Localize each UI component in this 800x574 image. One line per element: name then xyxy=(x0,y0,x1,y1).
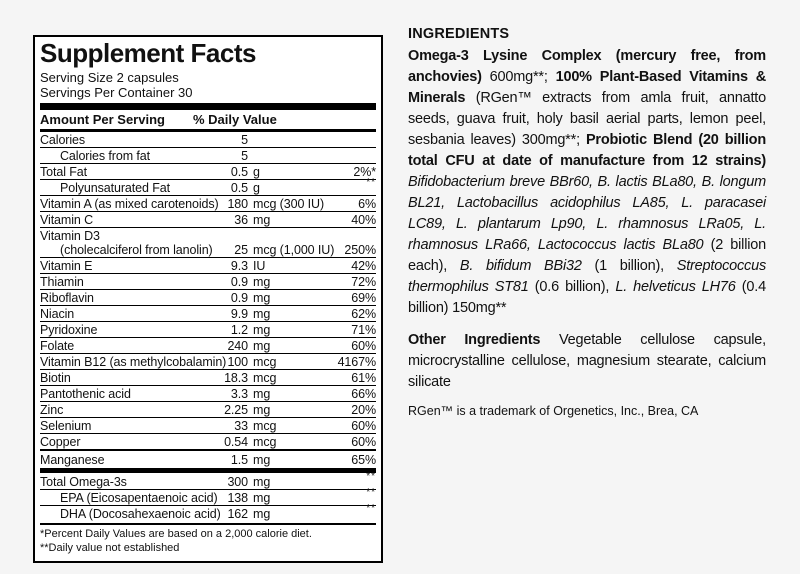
nutrient-daily-value: 60% xyxy=(351,434,376,449)
nutrient-name: Copper xyxy=(40,434,81,449)
nutrient-amount: 300 xyxy=(227,474,248,489)
nutrient-daily-value: ** xyxy=(366,471,376,482)
text-segment: (2 billion each), xyxy=(408,237,766,274)
ingredients-section xyxy=(408,26,766,419)
nutrient-amount: 36 xyxy=(234,212,248,227)
text-segment: Streptococcus thermophilus ST81 xyxy=(408,258,766,295)
nutrient-rows xyxy=(40,132,376,521)
nutrient-name: EPA (Eicosapentaenoic acid) xyxy=(60,490,218,505)
nutrient-unit: IU xyxy=(253,258,266,273)
other-ingredients-paragraph xyxy=(408,330,766,393)
nutrient-unit: g xyxy=(253,180,260,195)
text-segment: Vegetable cellulose capsule, microcrystalline cellulose, magnesium stearate, calcium silicate xyxy=(408,332,766,390)
nutrient-name: Zinc xyxy=(40,402,64,417)
nutrient-name-line2: (cholecalciferol from lanolin) xyxy=(60,242,213,257)
text-segment: (RGen™ extracts from amla fruit, annatto seeds, guava fruit, holy basil aerial parts, lemon peel, sesbania leaves) 300mg**; xyxy=(408,90,766,148)
text-segment: Probiotic Blend (20 billion total CFU at date of manufacture from 12 strains) xyxy=(408,132,766,169)
nutrient-row xyxy=(40,132,376,147)
panel-title: Supplement Facts xyxy=(40,38,256,68)
nutrient-unit: mg xyxy=(253,386,271,401)
nutrient-amount: 138 xyxy=(227,490,248,505)
nutrient-name: Thiamin xyxy=(40,274,84,289)
nutrient-row xyxy=(40,227,376,257)
nutrient-amount: 25 xyxy=(234,242,248,257)
nutrient-unit: mcg (1,000 IU) xyxy=(253,242,335,257)
supplement-facts-panel xyxy=(33,35,383,563)
nutrient-name: Polyunsaturated Fat xyxy=(60,180,170,195)
text-segment: Other Ingredients xyxy=(408,332,541,348)
nutrient-daily-value: 60% xyxy=(351,418,376,433)
nutrient-unit: mg xyxy=(253,274,271,289)
nutrient-daily-value: ** xyxy=(366,177,376,188)
nutrient-unit: mcg xyxy=(253,418,277,433)
nutrient-unit: mg xyxy=(253,453,271,467)
nutrient-daily-value: 65% xyxy=(351,453,376,467)
nutrient-row xyxy=(40,433,376,449)
nutrient-name: DHA (Docosahexaenoic acid) xyxy=(60,506,221,521)
nutrient-row xyxy=(40,353,376,369)
text-segment: L. helveticus LH76 xyxy=(615,279,736,295)
nutrient-row xyxy=(40,195,376,211)
nutrient-row xyxy=(40,337,376,353)
nutrient-name: Vitamin C xyxy=(40,212,94,227)
nutrient-unit: mg xyxy=(253,506,271,521)
text-segment: (1 billion), xyxy=(581,258,677,274)
nutrient-row xyxy=(40,369,376,385)
nutrient-amount: 0.5 xyxy=(230,164,248,179)
nutrient-amount: 180 xyxy=(227,196,248,211)
servings-per-container: Servings Per Container 30 xyxy=(40,85,193,100)
nutrient-row xyxy=(40,468,376,490)
nutrient-row xyxy=(40,417,376,433)
nutrient-name: Riboflavin xyxy=(40,290,94,305)
nutrient-name: Vitamin E xyxy=(40,258,93,273)
nutrient-unit: mg xyxy=(253,306,271,321)
text-segment: (0.4 billion) 150mg** xyxy=(408,279,766,316)
nutrient-daily-value: 250% xyxy=(344,242,376,257)
nutrient-amount: 9.3 xyxy=(230,258,248,273)
nutrient-amount: 2.25 xyxy=(224,402,248,417)
nutrient-daily-value: 72% xyxy=(351,274,376,289)
nutrient-row xyxy=(40,147,376,163)
nutrient-amount: 240 xyxy=(227,338,248,353)
nutrient-row xyxy=(40,401,376,417)
text-segment: 100% Plant-Based Vitamins & Minerals xyxy=(408,69,766,106)
nutrient-name: Vitamin D3 xyxy=(40,228,100,243)
nutrient-unit: mg xyxy=(253,402,271,417)
serving-size: Serving Size 2 capsules xyxy=(40,70,179,85)
nutrient-daily-value: ** xyxy=(366,487,376,498)
footnotes xyxy=(40,523,376,556)
nutrient-daily-value: 61% xyxy=(351,370,376,385)
nutrient-daily-value: 4167% xyxy=(337,354,376,369)
ingredients-heading: INGREDIENTS xyxy=(408,26,510,42)
nutrient-name: Niacin xyxy=(40,306,75,321)
nutrient-row xyxy=(40,257,376,273)
text-segment: (0.6 billion), xyxy=(528,279,616,295)
nutrient-unit: mcg xyxy=(253,370,277,385)
nutrient-name: Calories from fat xyxy=(60,148,150,163)
nutrient-name: Calories xyxy=(40,132,86,147)
nutrient-daily-value: 66% xyxy=(351,386,376,401)
text-segment: Bifidobacterium breve BBr60, B. lactis BLa80, B. longum BL21, Lactobacillus acidophilus LA85, L. paracasei LC89, L. plantarum Lp90, L. rhamnosus LRa05, L. rhamnosus LRa66, Lactococcus lactis BLa80 xyxy=(408,174,766,253)
nutrient-row xyxy=(40,385,376,401)
nutrient-daily-value: 62% xyxy=(351,306,376,321)
nutrient-daily-value: 69% xyxy=(351,290,376,305)
nutrient-daily-value: 71% xyxy=(351,322,376,337)
nutrient-name: Biotin xyxy=(40,370,71,385)
nutrient-amount: 3.3 xyxy=(230,386,248,401)
nutrient-row xyxy=(40,179,376,195)
nutrient-row xyxy=(40,321,376,337)
footnote-daily-values: *Percent Daily Values are based on a 2,000 calorie diet. xyxy=(40,528,312,540)
nutrient-name: Vitamin B12 (as methylcobalamin) xyxy=(40,354,227,369)
nutrient-row xyxy=(40,163,376,179)
nutrient-daily-value: 42% xyxy=(351,258,376,273)
nutrient-name: Selenium xyxy=(40,418,92,433)
nutrient-amount: 162 xyxy=(227,506,248,521)
nutrient-name: Vitamin A (as mixed carotenoids) xyxy=(40,196,219,211)
nutrient-name: Pantothenic acid xyxy=(40,386,131,401)
nutrient-unit: mg xyxy=(253,290,271,305)
nutrient-name: Total Fat xyxy=(40,164,88,179)
nutrient-daily-value: 60% xyxy=(351,338,376,353)
nutrient-daily-value: 6% xyxy=(358,196,376,211)
nutrient-unit: mcg (300 IU) xyxy=(253,196,325,211)
trademark-note: RGen™ is a trademark of Orgenetics, Inc., Brea, CA xyxy=(408,404,699,418)
nutrient-amount: 0.9 xyxy=(230,290,248,305)
nutrient-row xyxy=(40,211,376,227)
nutrient-amount: 5 xyxy=(241,132,248,147)
nutrient-name: Manganese xyxy=(40,453,105,467)
text-segment: B. bifidum BBi32 xyxy=(459,258,582,274)
nutrient-amount: 0.5 xyxy=(230,180,248,195)
nutrient-unit: mg xyxy=(253,212,271,227)
nutrient-unit: mg xyxy=(253,338,271,353)
nutrient-amount: 18.3 xyxy=(224,370,248,385)
nutrient-unit: g xyxy=(253,164,260,179)
column-header-daily-value: % Daily Value xyxy=(193,112,277,127)
nutrient-daily-value: 40% xyxy=(351,212,376,227)
text-segment: 600mg**; xyxy=(481,69,556,85)
nutrient-amount: 33 xyxy=(234,418,248,433)
nutrient-amount: 5 xyxy=(241,148,248,163)
column-header-amount: Amount Per Serving xyxy=(40,112,165,127)
nutrient-row xyxy=(40,449,376,468)
nutrient-amount: 100 xyxy=(227,354,248,369)
nutrient-unit: mg xyxy=(253,474,271,489)
nutrient-unit: mg xyxy=(253,322,271,337)
nutrient-name: Total Omega-3s xyxy=(40,474,127,489)
divider-thick xyxy=(40,103,376,110)
column-headers xyxy=(40,112,376,132)
nutrient-amount: 9.9 xyxy=(230,306,248,321)
nutrient-amount: 0.54 xyxy=(224,434,248,449)
footnote-not-established: **Daily value not established xyxy=(40,541,180,554)
nutrient-name: Folate xyxy=(40,338,75,353)
nutrient-unit: mcg xyxy=(253,354,277,369)
nutrient-amount: 0.9 xyxy=(230,274,248,289)
nutrient-amount: 1.2 xyxy=(230,322,248,337)
nutrient-daily-value: 2%* xyxy=(353,164,376,179)
nutrient-daily-value: 20% xyxy=(351,402,376,417)
nutrient-unit: mcg xyxy=(253,434,277,449)
nutrient-row xyxy=(40,489,376,505)
text-segment: Omega-3 Lysine Complex (mercury free, from anchovies) xyxy=(408,48,766,85)
nutrient-row xyxy=(40,505,376,521)
nutrient-amount: 1.5 xyxy=(230,453,248,467)
nutrient-unit: mg xyxy=(253,490,271,505)
nutrient-name: Pyridoxine xyxy=(40,322,98,337)
nutrient-daily-value: ** xyxy=(366,503,376,514)
nutrient-row xyxy=(40,289,376,305)
nutrient-row xyxy=(40,273,376,289)
nutrient-row xyxy=(40,305,376,321)
ingredients-paragraph xyxy=(408,46,766,319)
